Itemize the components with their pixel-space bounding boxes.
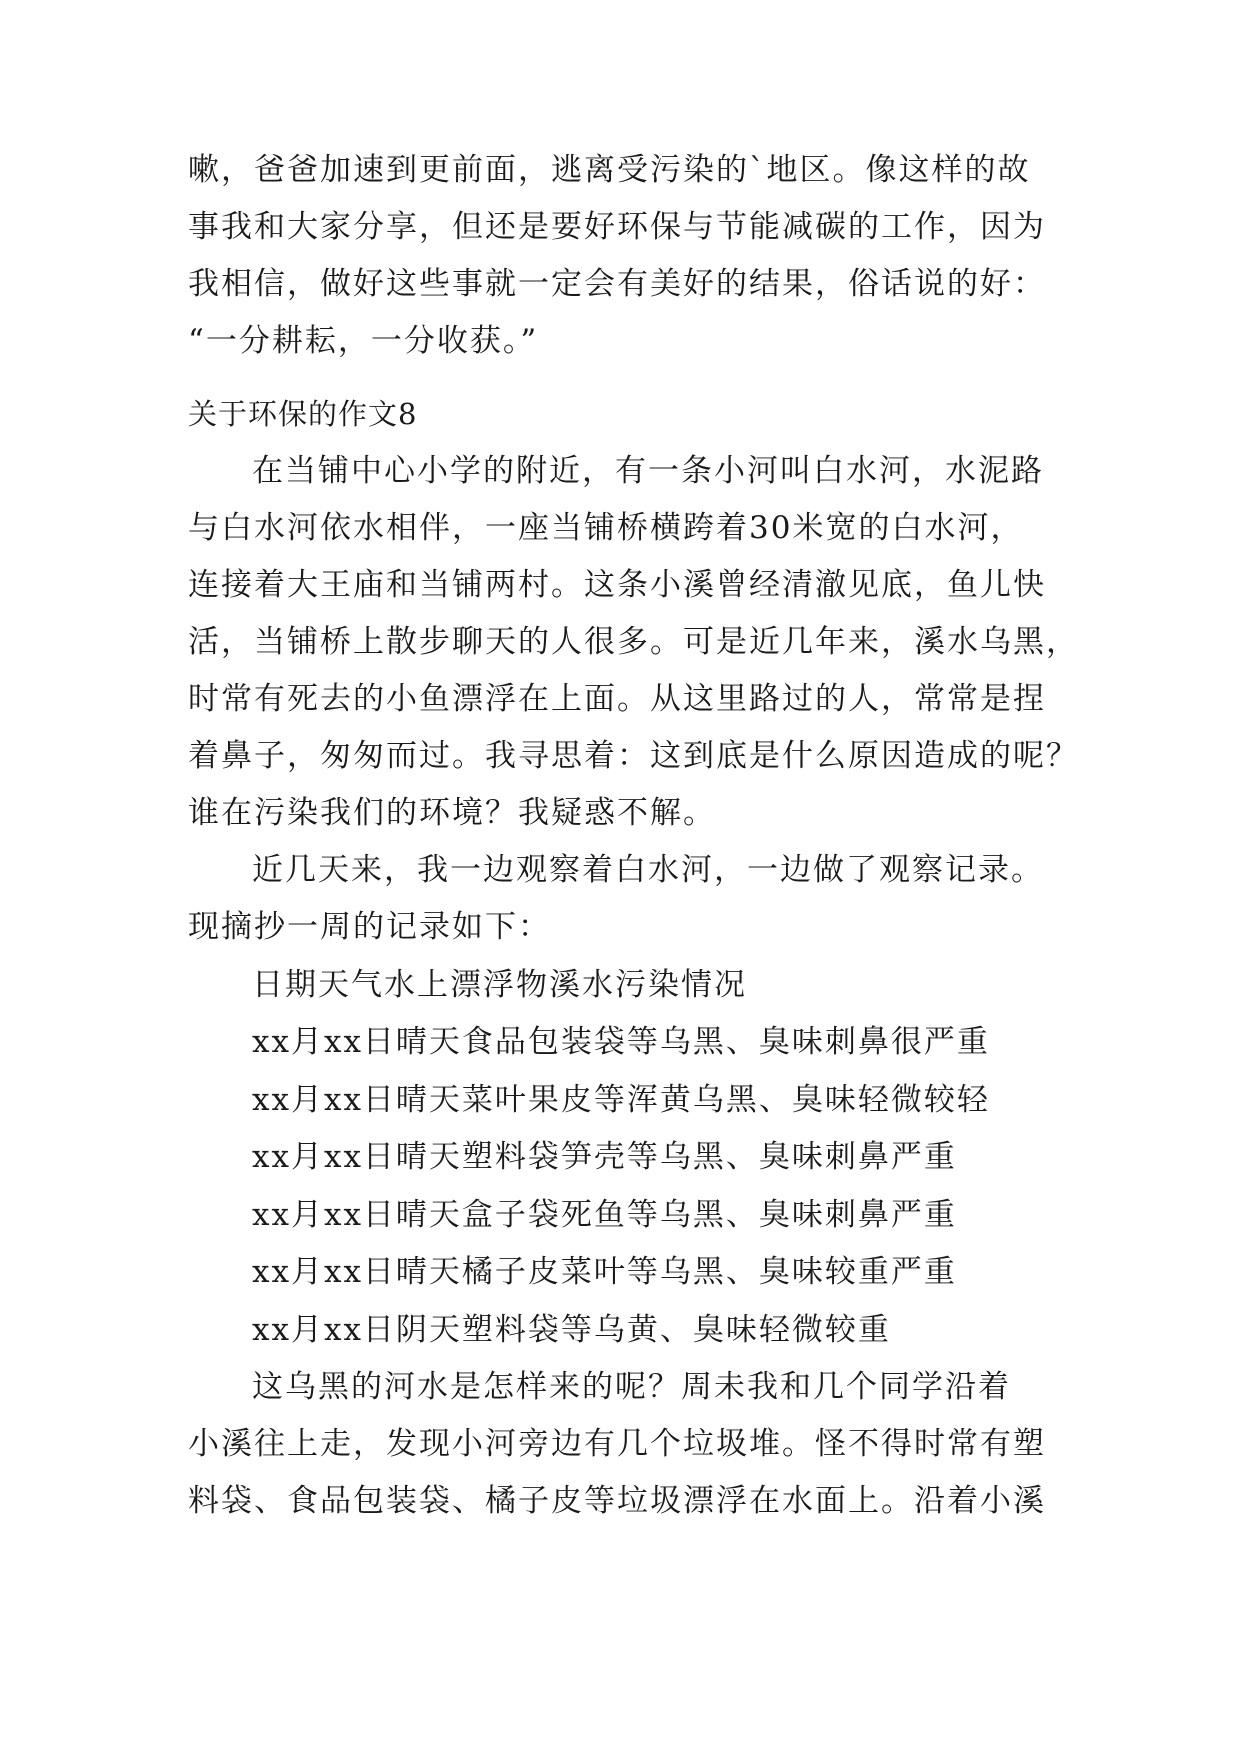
text-line: 我相信，做好这些事就一定会有美好的结果，俗话说的好： bbox=[188, 266, 1046, 302]
paragraph-line: 时常有死去的小鱼漂浮在上面。从这里路过的人，常常是捏 bbox=[188, 681, 1046, 717]
paragraph-line: 谁在污染我们的环境？我疑惑不解。 bbox=[188, 795, 716, 831]
text-line: 嗽，爸爸加速到更前面，逃离受污染的`地区。像这样的故 bbox=[188, 152, 1031, 188]
record-row: xx月xx日晴天菜叶果皮等浑黄乌黑、臭味轻微较轻 bbox=[252, 1082, 990, 1118]
paragraph-line: 这乌黑的河水是怎样来的呢？周未我和几个同学沿着 bbox=[252, 1369, 1011, 1405]
text-line: “一分耕耘，一分收获。” bbox=[188, 323, 539, 359]
paragraph-line: 与白水河依水相伴，一座当铺桥横跨着30米宽的白水河， bbox=[188, 510, 1024, 546]
text-line: 事我和大家分享，但还是要好环保与节能减碳的工作，因为 bbox=[188, 209, 1046, 245]
record-row: xx月xx日晴天橘子皮菜叶等乌黑、臭味较重严重 bbox=[252, 1254, 957, 1290]
paragraph-line: 料袋、食品包装袋、橘子皮等垃圾漂浮在水面上。沿着小溪 bbox=[188, 1483, 1046, 1519]
record-row: xx月xx日阴天塑料袋等乌黄、臭味轻微较重 bbox=[252, 1312, 891, 1348]
paragraph-line: 小溪往上走，发现小河旁边有几个垃圾堆。怪不得时常有塑 bbox=[188, 1426, 1046, 1462]
paragraph-line: 在当铺中心小学的附近，有一条小河叫白水河，水泥路 bbox=[252, 453, 1044, 489]
section-title: 关于环保的作文8 bbox=[188, 397, 418, 431]
paragraph-line: 现摘抄一周的记录如下： bbox=[188, 909, 551, 945]
record-header: 日期天气水上漂浮物溪水污染情况 bbox=[252, 967, 747, 1003]
paragraph-line: 活，当铺桥上散步聊天的人很多。可是近几年来，溪水乌黑， bbox=[188, 624, 1079, 660]
record-row: xx月xx日晴天塑料袋笋壳等乌黑、臭味刺鼻严重 bbox=[252, 1139, 957, 1175]
paragraph-line: 近几天来，我一边观察着白水河，一边做了观察记录。 bbox=[252, 852, 1044, 888]
record-row: xx月xx日晴天盒子袋死鱼等乌黑、臭味刺鼻严重 bbox=[252, 1197, 957, 1233]
paragraph-line: 着鼻子，匆匆而过。我寻思着：这到底是什么原因造成的呢？ bbox=[188, 738, 1079, 774]
record-row: xx月xx日晴天食品包装袋等乌黑、臭味刺鼻很严重 bbox=[252, 1024, 990, 1060]
paragraph-line: 连接着大王庙和当铺两村。这条小溪曾经清澈见底，鱼儿快 bbox=[188, 567, 1046, 603]
